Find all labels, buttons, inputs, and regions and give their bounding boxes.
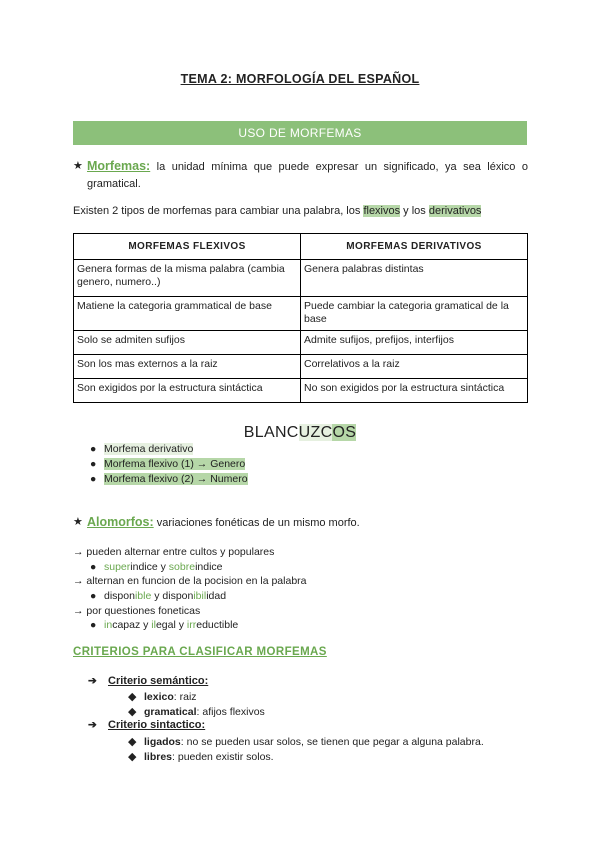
example-affix: in [104, 619, 113, 632]
star-icon: ★ [73, 516, 83, 528]
bullet-icon: ● [90, 590, 97, 603]
table-cell: Son exigidos por la estructura sintáctica [74, 379, 301, 403]
intro-prefix: Existen 2 tipos de morfemas para cambiar una palabra, los [73, 205, 364, 217]
alomorfos-list [73, 545, 307, 633]
example-affix: ibil [193, 590, 207, 603]
intro-flexivos: flexivos [363, 205, 401, 217]
table-header-row [74, 234, 528, 260]
list-item [128, 690, 197, 703]
list-item [128, 705, 265, 718]
bullet-text: Morfema derivativo [104, 443, 194, 455]
example-affix: ible [134, 590, 152, 603]
diamond-icon: ◆ [128, 691, 137, 703]
word-root: BLANC [243, 424, 299, 441]
table-cell: Son los mas externos a la raiz [74, 355, 301, 379]
alomorfos-definition [73, 514, 528, 532]
list-item [73, 560, 307, 575]
page-title: TEMA 2: MORFOLOGÍA DEL ESPAÑOL [180, 72, 420, 86]
bullet-icon: ● [90, 473, 97, 485]
star-icon: ★ [73, 160, 83, 172]
example-text: egal y [155, 619, 187, 632]
example-bullets [90, 442, 248, 487]
morfemas-text: la unidad mínima que puede expresar un significado, ya sea léxico o gramatical. [87, 161, 528, 190]
word-gender: O [332, 424, 346, 441]
table-cell: Admite sufijos, prefijos, interfijos [301, 331, 528, 355]
example-text: indice y [130, 560, 169, 573]
table-cell: Solo se admiten sufijos [74, 331, 301, 355]
alomorfos-text: variaciones fonéticas de un mismo morfo. [153, 517, 360, 529]
table-row [74, 379, 528, 403]
intro-derivativos: derivativos [428, 205, 482, 217]
item-text: : raiz [173, 691, 197, 703]
example-word [0, 424, 600, 442]
table-row [74, 297, 528, 331]
example-text: y dispon [151, 590, 194, 603]
criterio-semantico [88, 675, 208, 687]
list-item [128, 735, 484, 748]
diamond-icon: ◆ [128, 736, 137, 748]
table-row [74, 355, 528, 379]
list-item: → pueden alternar entre cultos y populares [73, 546, 275, 558]
bullet-icon: ● [90, 443, 97, 455]
example-text: indice [195, 560, 223, 573]
arrow-icon: ➔ [88, 719, 97, 731]
section-banner: USO DE MORFEMAS [73, 121, 527, 145]
example-affix: irr [186, 619, 197, 632]
item-text: : afijos flexivos [196, 706, 265, 718]
item-term: ligados [144, 736, 181, 748]
example-affix: sobre [168, 560, 196, 573]
list-item [73, 618, 307, 633]
example-affix: il [151, 619, 156, 632]
item-text: : no se pueden usar solos, se tienen que pegar a alguna palabra. [180, 736, 484, 748]
table-row [74, 260, 528, 297]
list-item: → alternan en funcion de la pocision en la palabra [73, 575, 307, 588]
list-item [128, 750, 274, 763]
criterio-heading: Criterio semántico: [108, 675, 209, 687]
bullet-text: Morfema flexivo (2) → Numero [104, 473, 248, 485]
header-flexivos: MORFEMAS FLEXIVOS [74, 234, 301, 260]
example-affix: super [104, 560, 131, 573]
item-term: gramatical [144, 706, 197, 718]
item-term: libres [144, 751, 173, 763]
diamond-icon: ◆ [128, 751, 137, 763]
item-text: : pueden existir solos. [172, 751, 274, 763]
header-derivativos: MORFEMAS DERIVATIVOS [301, 234, 528, 260]
table-row [74, 331, 528, 355]
bullet-text: Morfema flexivo (1) → Genero [104, 458, 246, 470]
example-text: capaz y [112, 619, 152, 632]
table-cell: Genera formas de la misma palabra (cambia genero, numero..) [74, 260, 301, 297]
table-cell: Matiene la categoria grammatical de base [74, 297, 301, 331]
table-cell: Puede cambiar la categoria gramatical de la base [301, 297, 528, 331]
arrow-icon: ➔ [88, 675, 97, 687]
table-cell: Genera palabras distintas [301, 260, 528, 297]
intro-paragraph [73, 205, 481, 217]
example-text: eductible [196, 619, 239, 632]
example-text: idad [206, 590, 227, 603]
morfemas-definition [73, 158, 528, 193]
alomorfos-term: Alomorfos: [87, 515, 154, 529]
intro-mid: y los [400, 205, 429, 217]
diamond-icon: ◆ [128, 706, 137, 718]
bullet-icon: ● [90, 458, 97, 470]
list-item [90, 457, 248, 472]
criterio-sintactico [88, 719, 205, 731]
table-cell: No son exigidos por la estructura sintáctica [301, 379, 528, 403]
criterios-heading: CRITERIOS PARA CLASIFICAR MORFEMAS [73, 646, 327, 658]
list-item [90, 472, 248, 487]
list-item [73, 589, 307, 604]
criterio-heading: Criterio sintactico: [108, 719, 206, 731]
word-number: S [345, 424, 357, 441]
bullet-icon: ● [90, 619, 97, 632]
list-item [90, 442, 248, 457]
morfemas-table [73, 233, 528, 403]
bullet-icon: ● [90, 560, 97, 573]
morfemas-term: Morfemas: [87, 159, 151, 173]
table-cell: Correlativos a la raiz [301, 355, 528, 379]
word-derivative: UZC [298, 424, 333, 441]
list-item: → por questiones foneticas [73, 604, 201, 617]
item-term: lexico [144, 691, 174, 703]
example-text: dispon [104, 590, 135, 603]
